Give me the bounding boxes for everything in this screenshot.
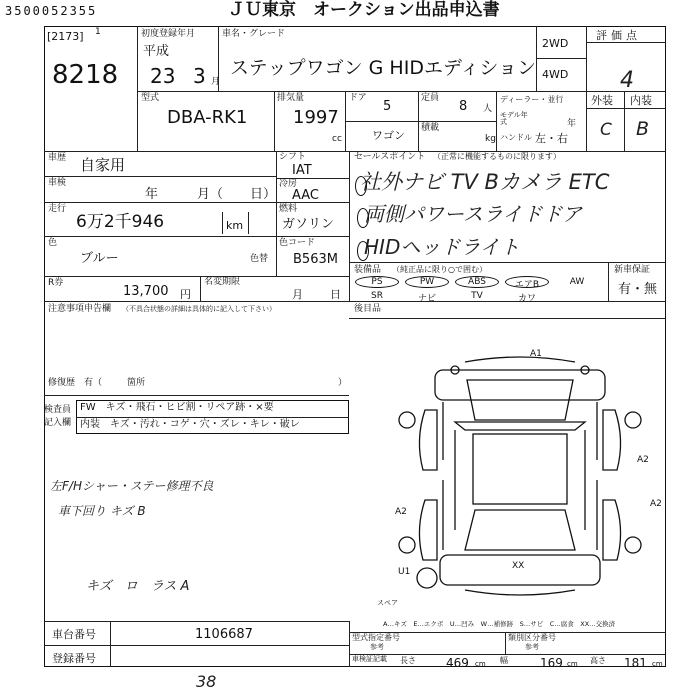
displacement-value: 1997: [293, 107, 339, 128]
transfer-day: 日: [330, 288, 341, 301]
mileage-value: 6万2千946: [76, 212, 165, 232]
scribble-38: 38: [196, 672, 217, 691]
handle-label: ハンドル: [500, 133, 532, 142]
chassis-value: 1106687: [195, 627, 253, 642]
rating-label: 評価点: [596, 29, 641, 42]
class-ref: 参考: [525, 643, 539, 651]
mileage-label: 走行: [48, 204, 67, 214]
history-label: 車歴: [48, 153, 67, 163]
height-label: 高さ: [590, 656, 606, 665]
mileage-unit: km: [226, 219, 244, 232]
color-code-value: B563M: [293, 252, 338, 267]
exterior-label: 外装: [591, 94, 613, 107]
equipment-item-bottom-1: ナビ: [417, 294, 436, 304]
form-title: ＪＵ東京 オークション出品申込書: [228, 0, 500, 20]
car-diagram: [395, 350, 645, 610]
transfer-label: 名変期限: [204, 277, 241, 287]
note-line-2: 車下回り キズ B: [58, 504, 146, 518]
equipment-item-bottom-0: SR: [371, 291, 383, 301]
repair-close: ）: [338, 378, 348, 388]
equipment-item-aw: AW: [569, 277, 585, 287]
capacity-unit: 人: [483, 104, 493, 114]
recycle-unit: 円: [180, 288, 191, 301]
drive-2wd: 2WD: [542, 37, 569, 50]
first-reg-month-unit: 月: [211, 77, 221, 87]
displacement-label: 排気量: [277, 93, 305, 103]
fuel-value: ガソリン: [282, 217, 335, 232]
repair-label: 修復歴 有（: [48, 378, 103, 388]
doors-value: 5: [383, 99, 392, 114]
interior-grade: B: [636, 118, 650, 140]
type-spec-label: 型式指定番号: [352, 633, 400, 642]
dealer-label: ディーラー・並行: [500, 95, 564, 104]
car-name: ステップワゴン G HIDエディション: [230, 57, 537, 79]
recycle-value: 13,700: [123, 284, 169, 299]
new-car-label: 新車保証: [614, 265, 651, 275]
color-change-label: 色替: [250, 254, 269, 264]
notes-label: 注意事項申告欄: [48, 304, 112, 314]
inspector-interior: 内装 キズ・汚れ・コゲ・穴・ズレ・キレ・破レ: [80, 419, 300, 430]
lot-mark: 1: [95, 27, 101, 37]
equipment-item-ps: PS: [371, 277, 383, 287]
rating-score: 4: [620, 68, 634, 93]
inspector-label-2: 記入欄: [44, 418, 72, 428]
new-car-value: 有・無: [618, 282, 658, 297]
note-line-3: キズ ロ ラス A: [86, 579, 190, 594]
inspection-day: 日）: [250, 187, 277, 202]
spare-label: スペア: [377, 599, 398, 607]
height-value: 181: [624, 656, 647, 670]
aircon-label: 冷房: [279, 179, 298, 189]
displacement-unit: cc: [332, 134, 342, 144]
type-spec-ref: 参考: [370, 643, 384, 651]
inspection-label: 車検: [48, 178, 67, 188]
legend: A…キズ E…エクボ U…凹み W…補修跡 S…サビ C…腐食 XX…交換済: [383, 620, 616, 628]
lot-small-code: [2173]: [47, 30, 84, 43]
first-reg-era: 平成: [143, 44, 170, 59]
handle-value: 左・右: [535, 132, 568, 145]
selling-point-3: HIDヘッドライト: [364, 235, 520, 259]
color-code-label: 色コード: [279, 238, 316, 248]
color-label: 色: [48, 238, 58, 248]
load-unit: kg: [485, 134, 496, 144]
equipment-note: （純正品に限り○で囲む）: [392, 265, 487, 274]
model-year-unit: 年: [567, 119, 577, 129]
width-value: 169: [540, 656, 563, 670]
inspector-fw: FW キズ・飛石・ヒビ割・リペア跡・×要: [80, 402, 274, 413]
model-year-label: モデル年式: [500, 111, 528, 126]
selling-points-note: （正常に機能するものに限ります）: [433, 152, 561, 161]
reg-label: 登録番号: [52, 652, 96, 665]
length-value: 469: [446, 656, 469, 670]
width-label: 幅: [500, 656, 508, 665]
load-label: 積載: [421, 123, 440, 133]
barcode-number: 3500052355: [5, 4, 98, 18]
first-reg-month: 3: [193, 64, 206, 88]
capacity-value: 8: [459, 99, 468, 114]
chassis-label: 車台番号: [52, 628, 96, 641]
equipment-item-bottom-2: TV: [471, 291, 483, 301]
notes-sub: （不具合状態の詳細は具体的に記入して下さい）: [122, 305, 276, 313]
mark-u1: U1: [398, 567, 411, 577]
equipment-item-abs: ABS: [468, 277, 486, 287]
interior-label: 内装: [630, 94, 652, 107]
model-label: 型式: [141, 93, 160, 103]
length-label: 長さ: [400, 656, 416, 665]
rear-seat-label: 後目品: [354, 304, 382, 314]
width-unit: cm: [567, 660, 578, 668]
car-name-label: 車名・グレード: [222, 29, 286, 39]
lot-number: 8218: [52, 60, 119, 90]
capacity-label: 定員: [421, 93, 440, 103]
body-value: ワゴン: [372, 129, 405, 142]
doors-label: ドア: [349, 93, 367, 103]
equipment-item-bottom-3: カワ: [517, 294, 536, 304]
transfer-month: 月: [292, 288, 303, 301]
inspection-year: 年: [145, 187, 159, 202]
equipment-item-pw: PW: [419, 277, 435, 287]
selling-points-label: セールスポイント: [354, 152, 426, 162]
length-unit: cm: [475, 660, 486, 668]
height-unit: cm: [652, 660, 663, 668]
shift-value: IAT: [292, 163, 312, 178]
inspection-month: 月（: [197, 187, 224, 202]
mark-xx: XX: [512, 561, 525, 571]
equipment-label: 装備品: [354, 265, 382, 275]
mark-a2-lower: A2: [650, 499, 662, 509]
color-value: ブルー: [80, 251, 119, 266]
history-value: 自家用: [80, 156, 126, 174]
mark-a1-top: A1: [530, 349, 542, 359]
mark-a2-right: A2: [637, 455, 649, 465]
selling-point-2: 両側パワースライドドア: [364, 202, 582, 226]
equipment-item-エアb: エアB: [514, 280, 540, 290]
mark-a2-left: A2: [395, 507, 407, 517]
exterior-grade: C: [600, 120, 612, 140]
inspector-label-1: 検査員: [44, 405, 72, 415]
selling-point-1: 社外ナビ TV Bカメラ ETC: [360, 170, 610, 194]
recycle-label: R券: [48, 278, 64, 288]
class-label: 類別区分番号: [508, 633, 556, 642]
note-line-1: 左F/Hシャー・ステー修理不良: [50, 479, 214, 493]
first-reg-label: 初度登録年月: [141, 29, 196, 39]
shift-label: シフト: [279, 152, 307, 162]
fuel-label: 燃料: [279, 204, 298, 214]
drive-4wd: 4WD: [542, 68, 569, 81]
first-reg-year: 23: [150, 64, 176, 88]
repair-end: 箇所: [127, 378, 146, 388]
model-value: DBA-RK1: [167, 107, 248, 128]
owner-label: 車検証記載: [352, 655, 387, 663]
aircon-value: AAC: [292, 188, 319, 203]
